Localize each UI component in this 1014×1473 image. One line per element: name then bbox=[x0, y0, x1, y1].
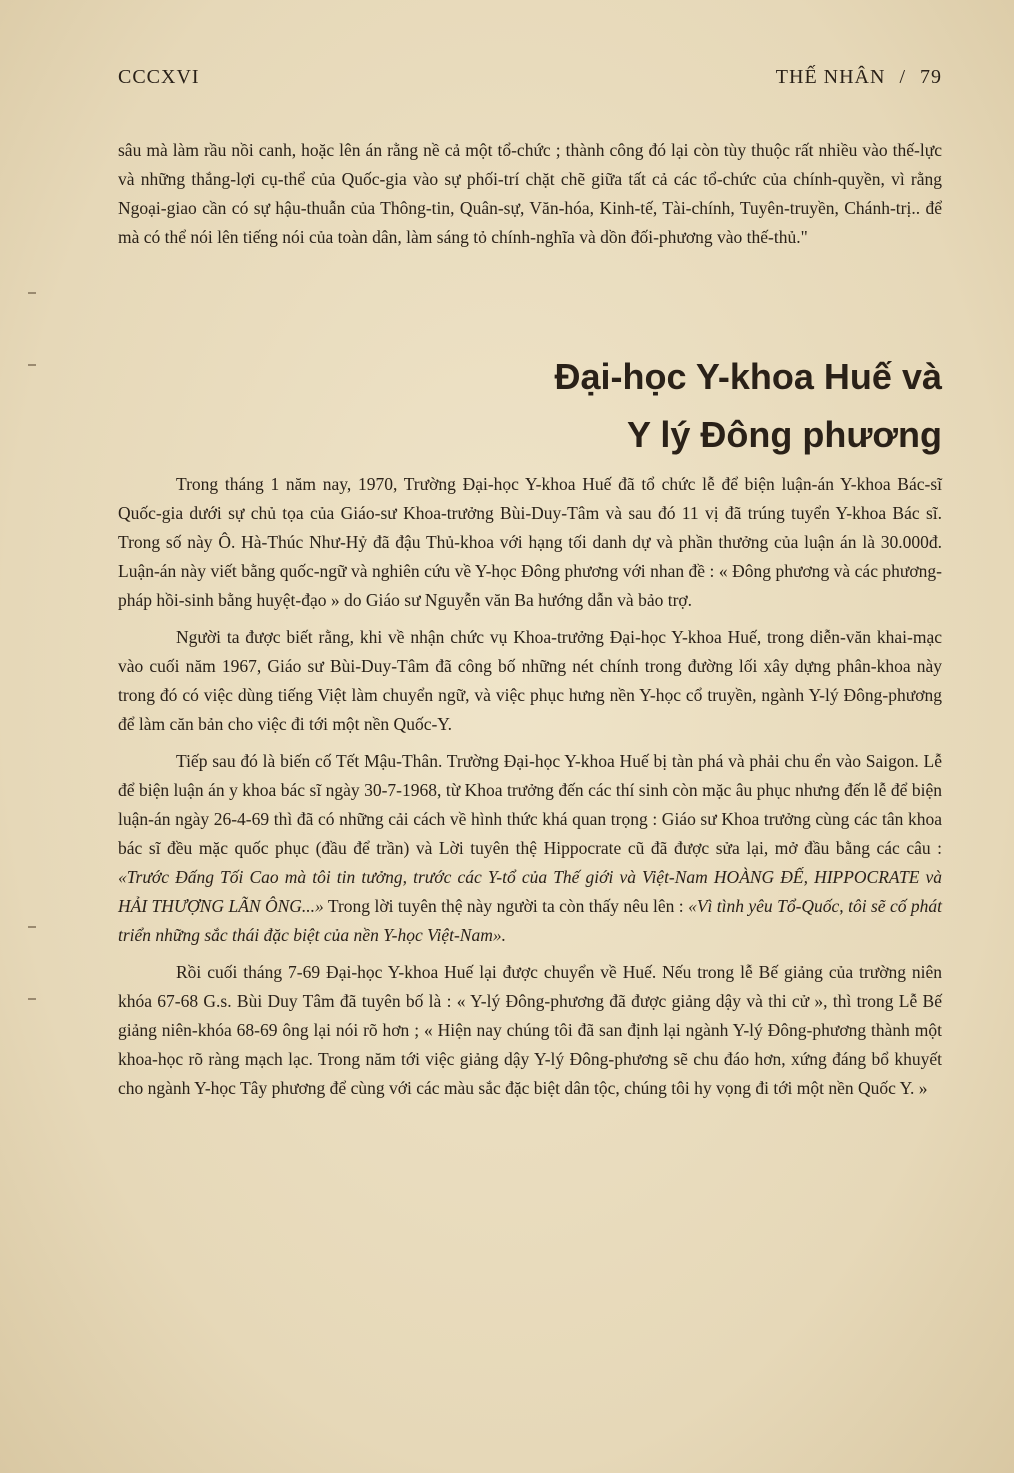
intro-paragraph: sâu mà làm rầu nồi canh, hoặc lên án rằng nề cả một tổ-chức ; thành công đó lại còn tùy thuộc rất nhiều vào thế-lực và những thắng-lợi cụ-thể của Quốc-gia vào sự phối-trí chặt chẽ giữa tất cả các tổ-chức của chính-quyền, vì rằng Ngoại-giao cần có sự hậu-thuẫn của Thông-tin, Quân-sự, Văn-hóa, Kinh-tế, Tài-chính, Tuyên-truyền, Chánh-trị.. để mà có thể nói lên tiếng nói của toàn dân, làm sáng tỏ chính-nghĩa và dồn đối-phương vào thế-thủ." bbox=[118, 140, 942, 247]
paragraph-3-text-a: Tiếp sau đó là biến cố Tết Mậu-Thân. Trường Đại-học Y-khoa Huế bị tàn phá và phải chu ển vào Saigon. Lễ để biện luận án y khoa bác sĩ ngày 30-7-1968, từ Khoa trưởng đến các thí sinh còn mặc âu phục nhưng đến lễ để biện luận-án ngày 26-4-69 thì đã có những cải cách về hình thức khá quan trọng : Giáo sư Khoa trưởng cùng các tân khoa bác sĩ đều mặc quốc phục (đầu để trần) và Lời tuyên thệ Hippocrate cũ đã được sửa lại, mở đầu bằng các câu : bbox=[118, 751, 942, 858]
paragraph-3 bbox=[118, 747, 942, 950]
margin-mark bbox=[28, 926, 36, 928]
header-right bbox=[776, 66, 942, 89]
oath-quote-2: «Vì tình yêu Tổ-Quốc, tôi sẽ cố phát triển những sắc thái đặc biệt của nền Y-học Việt-Nam». bbox=[118, 896, 942, 945]
margin-mark bbox=[28, 292, 36, 294]
running-header bbox=[118, 66, 942, 89]
page-number: 79 bbox=[920, 66, 942, 88]
article-title bbox=[118, 348, 942, 464]
paragraph-2: Người ta được biết rằng, khi về nhận chức vụ Khoa-trưởng Đại-học Y-khoa Huế, trong diễn-văn khai-mạc vào cuối năm 1967, Giáo sư Bùi-Duy-Tâm đã công bố những nét chính trong đường lối xây dựng phân-khoa này trong đó có việc dùng tiếng Việt làm chuyển ngữ, và việc phục hưng nền Y-học cổ truyền, ngành Y-lý Đông-phương để làm căn bản cho việc đi tới một nền Quốc-Y. bbox=[118, 627, 942, 734]
oath-quote: «Trước Đấng Tối Cao mà tôi tin tưởng, trước các Y-tổ của Thế giới và Việt-Nam HOÀNG ĐẾ, HIPPOCRATE và HẢI THƯỢNG LÃN ÔNG...» bbox=[118, 867, 942, 916]
paragraph-3-text-b: Trong lời tuyên thệ này người ta còn thấy nêu lên : bbox=[323, 896, 689, 916]
journal-title: THẾ NHÂN bbox=[775, 66, 886, 88]
section-number: CCCXVI bbox=[118, 66, 200, 88]
margin-mark bbox=[28, 364, 36, 366]
intro-text bbox=[118, 136, 942, 252]
header-separator: / bbox=[899, 66, 906, 88]
title-line-1: Đại-học Y-khoa Huế và bbox=[554, 356, 942, 397]
article-body bbox=[118, 470, 942, 1111]
paragraph-4: Rồi cuối tháng 7-69 Đại-học Y-khoa Huế lại được chuyển về Huế. Nếu trong lễ Bế giảng của trường niên khóa 67-68 G.s. Bùi Duy Tâm đã tuyên bố là : « Y-lý Đông-phương đã được giảng dậy và thi cử », thì trong Lễ Bế giảng niên-khóa 68-69 ông lại nói rõ hơn ; « Hiện nay chúng tôi đã san định lại ngành Y-lý Đông-phương thành một khoa-học rõ ràng mạch lạc. Trong năm tới việc giảng dậy Y-lý Đông-phương sẽ chu đáo hơn, xứng đáng bổ khuyết cho ngành Y-học Tây phương để cùng với các màu sắc đặc biệt dân tộc, chúng tôi hy vọng đi tới một nền Quốc Y. » bbox=[118, 962, 942, 1098]
paragraph-1: Trong tháng 1 năm nay, 1970, Trường Đại-học Y-khoa Huế đã tổ chức lễ để biện luận-án Y-khoa Bác-sĩ Quốc-gia dưới sự chủ tọa của Giáo-sư Khoa-trưởng Bùi-Duy-Tâm và sau đó 11 vị đã trúng tuyển Y-khoa Bác sĩ. Trong số này Ô. Hà-Thúc Như-Hỷ đã đậu Thủ-khoa với hạng tối danh dự và phần thưởng của luận án là 30.000đ. Luận-án này viết bằng quốc-ngữ và nghiên cứu về Y-học Đông phương với nhan đề : « Đông phương và các phương-pháp hồi-sinh bằng huyệt-đạo » do Giáo sư Nguyễn văn Ba hướng dẫn và bảo trợ. bbox=[118, 474, 942, 610]
title-line-2: Y lý Đông phương bbox=[627, 414, 942, 455]
margin-mark bbox=[28, 998, 36, 1000]
